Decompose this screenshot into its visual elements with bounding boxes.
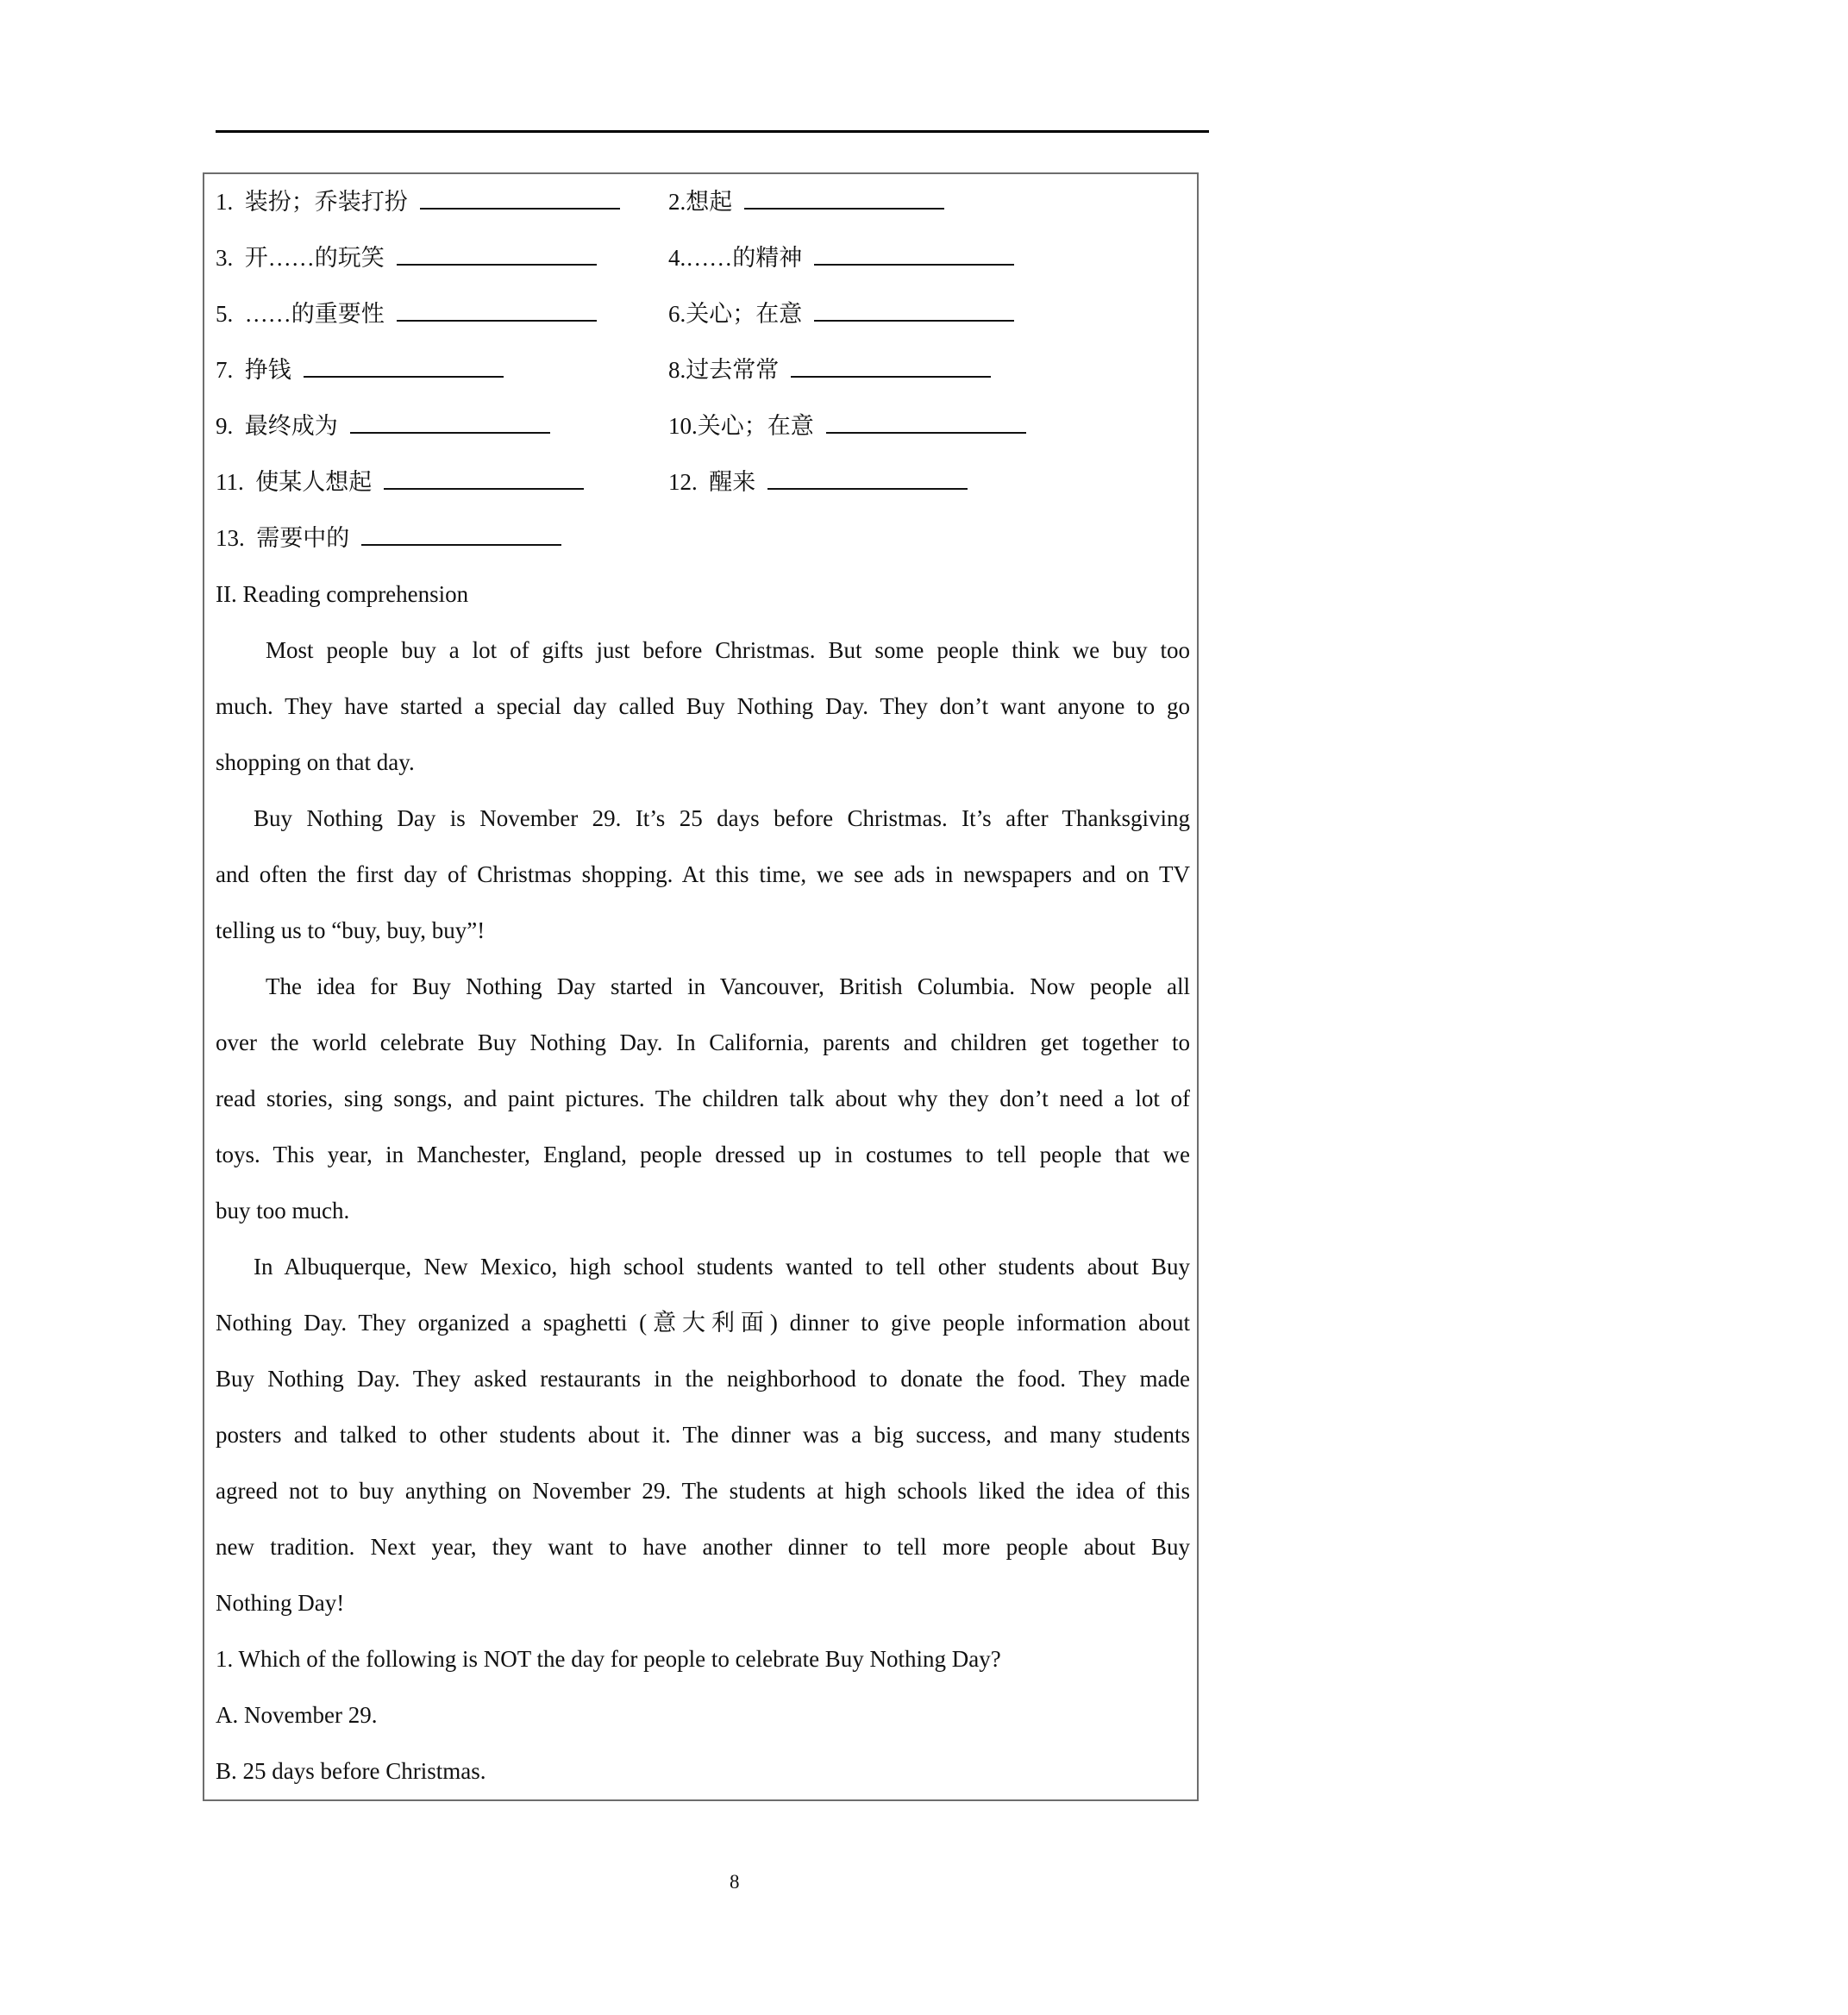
question-text: 1. Which of the following is NOT the day for people to celebrate Buy Nothing Day? [216, 1646, 1001, 1672]
passage-line: Nothing Day. They organized a spaghetti (意大利面) dinner to give people information about [216, 1310, 1190, 1336]
answer-blank[interactable] [814, 303, 1014, 322]
answer-blank[interactable] [384, 471, 584, 490]
vocab-row [216, 342, 1190, 398]
answer-option[interactable]: B. 25 days before Christmas. [216, 1758, 486, 1784]
vocab-row [216, 286, 1190, 342]
vocab-item: 5. ……的重要性 [216, 286, 597, 342]
passage-line: posters and talked to other students about it. The dinner was a big success, and many students [216, 1422, 1190, 1448]
vocab-item: 12. 醒来 [668, 454, 968, 510]
vocab-item: 6.关心；在意 [668, 286, 1014, 342]
passage-line: Buy Nothing Day. They asked restaurants in the neighborhood to donate the food. They made [216, 1366, 1190, 1392]
passage-line: The idea for Buy Nothing Day started in Vancouver, British Columbia. Now people all [266, 973, 1190, 999]
passage-line: toys. This year, in Manchester, England, people dressed up in costumes to tell people that we [216, 1142, 1190, 1167]
passage-line: Buy Nothing Day is November 29. It’s 25 days before Christmas. It’s after Thanksgiving [254, 805, 1190, 831]
answer-blank[interactable] [361, 527, 561, 546]
vocab-row [216, 510, 1190, 566]
passage-line: Most people buy a lot of gifts just before Christmas. But some people think we buy too [266, 637, 1190, 663]
vocab-item: 8.过去常常 [668, 342, 991, 398]
vocab-item: 7. 挣钱 [216, 342, 504, 398]
vocab-item: 4.……的精神 [668, 230, 1014, 286]
passage-line: agreed not to buy anything on November 29. The students at high schools liked the idea of this [216, 1478, 1190, 1504]
vocab-row [216, 398, 1190, 454]
passage-line: Nothing Day! [216, 1590, 345, 1616]
vocab-item: 1. 装扮；乔装打扮 [216, 174, 620, 230]
answer-blank[interactable] [826, 415, 1026, 434]
vocab-item: 9. 最终成为 [216, 398, 550, 454]
passage-line: much. They have started a special day called Buy Nothing Day. They don’t want anyone to go [216, 693, 1190, 719]
passage-line: buy too much. [216, 1198, 350, 1223]
answer-blank[interactable] [767, 471, 968, 490]
vocab-row [216, 230, 1190, 286]
answer-blank[interactable] [744, 191, 944, 210]
vocab-item: 13. 需要中的 [216, 510, 561, 566]
answer-blank[interactable] [304, 359, 504, 378]
header-rule [216, 130, 1209, 133]
vocab-item: 3. 开……的玩笑 [216, 230, 597, 286]
page-number: 8 [730, 1871, 740, 1893]
answer-blank[interactable] [814, 247, 1014, 266]
answer-blank[interactable] [791, 359, 991, 378]
answer-blank[interactable] [397, 303, 597, 322]
passage-line: over the world celebrate Buy Nothing Day. In California, parents and children get together to [216, 1029, 1190, 1055]
answer-blank[interactable] [420, 191, 620, 210]
vocab-row [216, 454, 1190, 510]
passage-line: and often the first day of Christmas shopping. At this time, we see ads in newspapers and on TV [216, 861, 1190, 887]
passage-line: shopping on that day. [216, 749, 415, 775]
section-title: II. Reading comprehension [216, 581, 469, 607]
passage-line: In Albuquerque, New Mexico, high school students wanted to tell other students about Buy [254, 1254, 1190, 1280]
vocab-row [216, 174, 1190, 230]
passage-line: new tradition. Next year, they want to have another dinner to tell more people about Buy [216, 1534, 1190, 1560]
passage-line: read stories, sing songs, and paint pictures. The children talk about why they don’t need a lot of [216, 1086, 1190, 1111]
answer-blank[interactable] [397, 247, 597, 266]
vocab-item: 10.关心；在意 [668, 398, 1026, 454]
answer-blank[interactable] [350, 415, 550, 434]
answer-option[interactable]: A. November 29. [216, 1702, 378, 1728]
vocab-item: 2.想起 [668, 174, 944, 230]
passage-line: telling us to “buy, buy, buy”! [216, 917, 485, 943]
vocab-item: 11. 使某人想起 [216, 454, 584, 510]
